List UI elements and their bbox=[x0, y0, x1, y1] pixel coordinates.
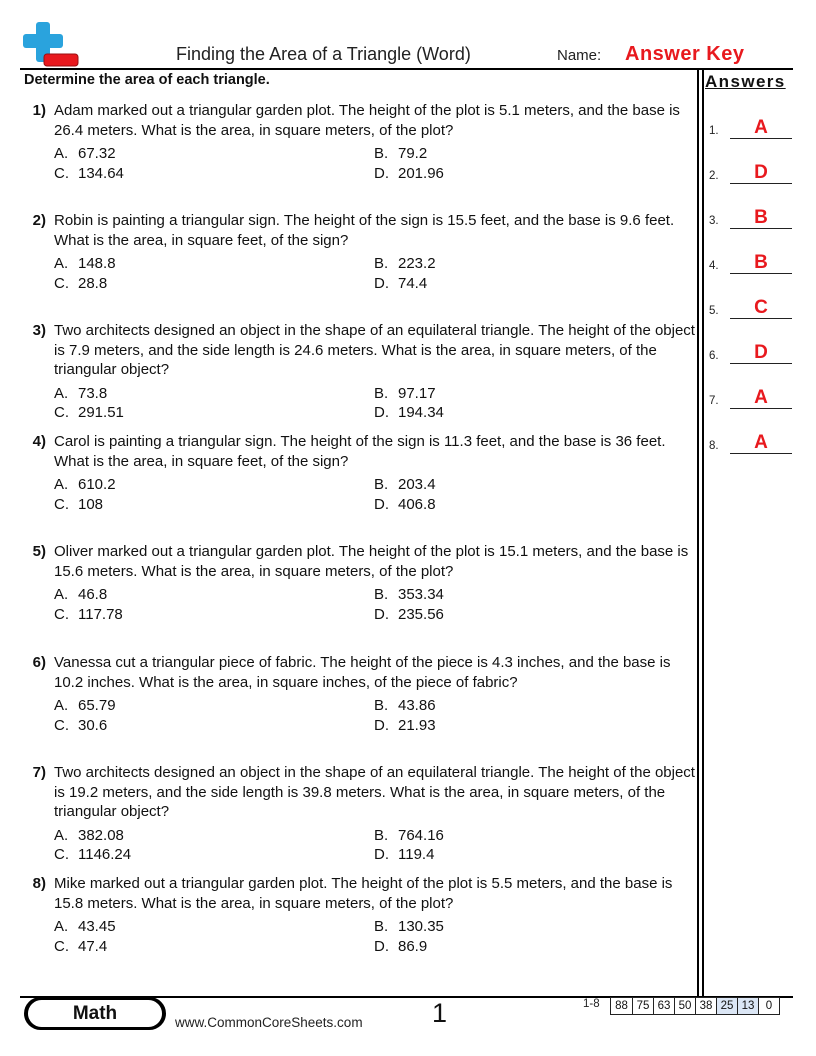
question bbox=[24, 763, 696, 865]
answer-choices bbox=[54, 384, 696, 423]
instructions: Determine the area of each triangle. bbox=[24, 72, 270, 88]
column-divider bbox=[702, 68, 704, 996]
choice-b: B. 79.2 bbox=[374, 145, 428, 162]
score-cell: 88 bbox=[615, 1000, 628, 1012]
answer-row bbox=[708, 336, 794, 366]
choice-d: D. 201.96 bbox=[374, 164, 444, 182]
score-cell: 50 bbox=[674, 998, 695, 1014]
choice-a: A. 73.8 bbox=[54, 384, 108, 402]
answer-letter: C bbox=[754, 297, 768, 318]
plus-minus-logo-icon bbox=[22, 22, 80, 68]
question-number: 8) bbox=[32, 875, 46, 892]
question-text: Robin is painting a triangular sign. The height of the sign is 15.5 feet, and the base is 9.6 feet. What is the area, in square feet, of the sign? bbox=[54, 212, 675, 249]
answer-number: 4. bbox=[709, 260, 719, 272]
choice-b: B. 43.86 bbox=[374, 697, 436, 714]
choice-a: A. 43.45 bbox=[54, 918, 116, 935]
subject-badge bbox=[24, 997, 166, 1030]
choice-d: D. 21.93 bbox=[374, 716, 436, 734]
answer-number: 7. bbox=[709, 395, 719, 407]
choice-d: D. 74.4 bbox=[374, 274, 428, 292]
answer-row bbox=[708, 381, 794, 411]
choice-c: C. 47.4 bbox=[54, 937, 108, 955]
question bbox=[24, 321, 696, 423]
question-text: Oliver marked out a triangular garden plot. The height of the plot is 15.1 meters, and the base is 15.6 meters. What is the area, in square meters, of the plot? bbox=[54, 543, 689, 580]
answer-row bbox=[708, 246, 794, 276]
choice-a: A. 67.32 bbox=[54, 145, 116, 162]
score-cell: 25 bbox=[716, 998, 737, 1014]
choice-c: C. 1146.24 bbox=[54, 846, 132, 863]
question-number: 3) bbox=[32, 322, 46, 339]
answer-number: 2. bbox=[709, 170, 719, 182]
score-cell: 0 bbox=[758, 998, 779, 1014]
answer-choices bbox=[54, 254, 696, 293]
choice-c: C. 28.8 bbox=[54, 274, 108, 292]
answer-choices bbox=[54, 696, 696, 735]
choice-b: B. 764.16 bbox=[374, 826, 444, 844]
question bbox=[24, 101, 696, 183]
choice-a: A. 610.2 bbox=[54, 476, 116, 493]
choice-a: A. 382.08 bbox=[54, 826, 124, 844]
question bbox=[24, 874, 696, 956]
answers-heading: Answers bbox=[705, 72, 786, 91]
choice-d: D. 406.8 bbox=[374, 495, 436, 513]
choice-a: A. 46.8 bbox=[54, 586, 108, 603]
question-number: 6) bbox=[32, 654, 46, 671]
choice-c: C. 108 bbox=[54, 495, 104, 513]
question bbox=[24, 211, 696, 293]
question-text: Adam marked out a triangular garden plot. The height of the plot is 5.1 meters, and the base is 26.4 meters. What is the area, in square meters, of the plot? bbox=[54, 102, 680, 139]
answer-row bbox=[708, 426, 794, 456]
score-range-label: 1-8 bbox=[583, 998, 600, 1010]
choice-b: B. 130.35 bbox=[374, 918, 444, 935]
answer-letter: B bbox=[754, 252, 768, 273]
question-number: 1) bbox=[32, 102, 46, 119]
choice-c: C. 134.64 bbox=[54, 164, 124, 182]
answer-number: 6. bbox=[709, 350, 719, 362]
answer-choices bbox=[54, 144, 696, 183]
choice-b: B. 203.4 bbox=[374, 476, 436, 493]
choice-c: C. 30.6 bbox=[54, 716, 108, 734]
worksheet-title: Finding the Area of a Triangle (Word) bbox=[176, 44, 471, 64]
answer-key-label: Answer Key bbox=[625, 43, 745, 65]
choice-d: D. 235.56 bbox=[374, 605, 444, 623]
question bbox=[24, 542, 696, 624]
name-label: Name: bbox=[557, 47, 602, 64]
answer-row bbox=[708, 291, 794, 321]
answer-row bbox=[708, 201, 794, 231]
subject-label: Math bbox=[28, 1000, 162, 1027]
answer-letter: D bbox=[754, 342, 768, 363]
answer-letter: D bbox=[754, 162, 768, 183]
answer-choices bbox=[54, 475, 696, 514]
score-table bbox=[610, 997, 780, 1015]
choice-a: A. 65.79 bbox=[54, 697, 116, 714]
score-cell: 13 bbox=[737, 998, 758, 1014]
score-cell: 75 bbox=[632, 998, 653, 1014]
answer-choices bbox=[54, 917, 696, 956]
answer-letter: A bbox=[754, 432, 768, 453]
question-number: 4) bbox=[32, 433, 46, 450]
answer-choices bbox=[54, 585, 696, 624]
choice-b: B. 353.34 bbox=[374, 586, 444, 603]
answer-letter: A bbox=[754, 387, 768, 408]
answer-number: 1. bbox=[709, 125, 719, 137]
answer-number: 3. bbox=[709, 215, 719, 227]
answer-row bbox=[708, 156, 794, 186]
question-text: Vanessa cut a triangular piece of fabric. The height of the piece is 4.3 inches, and the base is 10.2 inches. What is the area, in square inches, of the piece of fabric? bbox=[54, 654, 671, 691]
choice-d: D. 86.9 bbox=[374, 937, 428, 955]
question-number: 2) bbox=[32, 212, 46, 229]
question-text: Two architects designed an object in the shape of an equilateral triangle. The height of the object is 19.2 meters, and the side length is 39.8 meters. What is the area, in square meters, of the triangular object? bbox=[54, 764, 695, 820]
page-number: 1 bbox=[432, 998, 448, 1028]
answer-letter: B bbox=[754, 207, 768, 228]
question bbox=[24, 432, 696, 514]
choice-d: D. 194.34 bbox=[374, 404, 444, 421]
choice-a: A. 148.8 bbox=[54, 255, 116, 272]
answer-row bbox=[708, 111, 794, 141]
answer-number: 8. bbox=[709, 440, 719, 452]
question-number: 5) bbox=[32, 543, 46, 560]
question-text: Mike marked out a triangular garden plot. The height of the plot is 5.5 meters, and the base is 15.8 meters. What is the area, in square meters, of the plot? bbox=[54, 875, 673, 912]
column-divider bbox=[697, 68, 699, 996]
answer-letter: A bbox=[754, 117, 768, 138]
answer-choices bbox=[54, 826, 696, 865]
question-text: Two architects designed an object in the shape of an equilateral triangle. The height of the object is 7.9 meters, and the side length is 24.6 meters. What is the area, in square meters, of the triangular object? bbox=[54, 322, 695, 378]
choice-d: D. 119.4 bbox=[374, 846, 435, 863]
score-cell: 63 bbox=[653, 998, 674, 1014]
question-number: 7) bbox=[32, 764, 46, 781]
website-link[interactable]: www.CommonCoreSheets.com bbox=[175, 1015, 363, 1030]
choice-c: C. 291.51 bbox=[54, 404, 124, 421]
header-divider bbox=[20, 68, 793, 70]
answer-number: 5. bbox=[709, 305, 719, 317]
score-cell: 38 bbox=[695, 998, 716, 1014]
choice-c: C. 117.78 bbox=[54, 605, 123, 623]
choice-b: B. 223.2 bbox=[374, 255, 436, 272]
question-text: Carol is painting a triangular sign. The height of the sign is 11.3 feet, and the base is 36 feet. What is the area, in square feet, of the sign? bbox=[54, 433, 666, 470]
question bbox=[24, 653, 696, 735]
choice-b: B. 97.17 bbox=[374, 384, 436, 402]
